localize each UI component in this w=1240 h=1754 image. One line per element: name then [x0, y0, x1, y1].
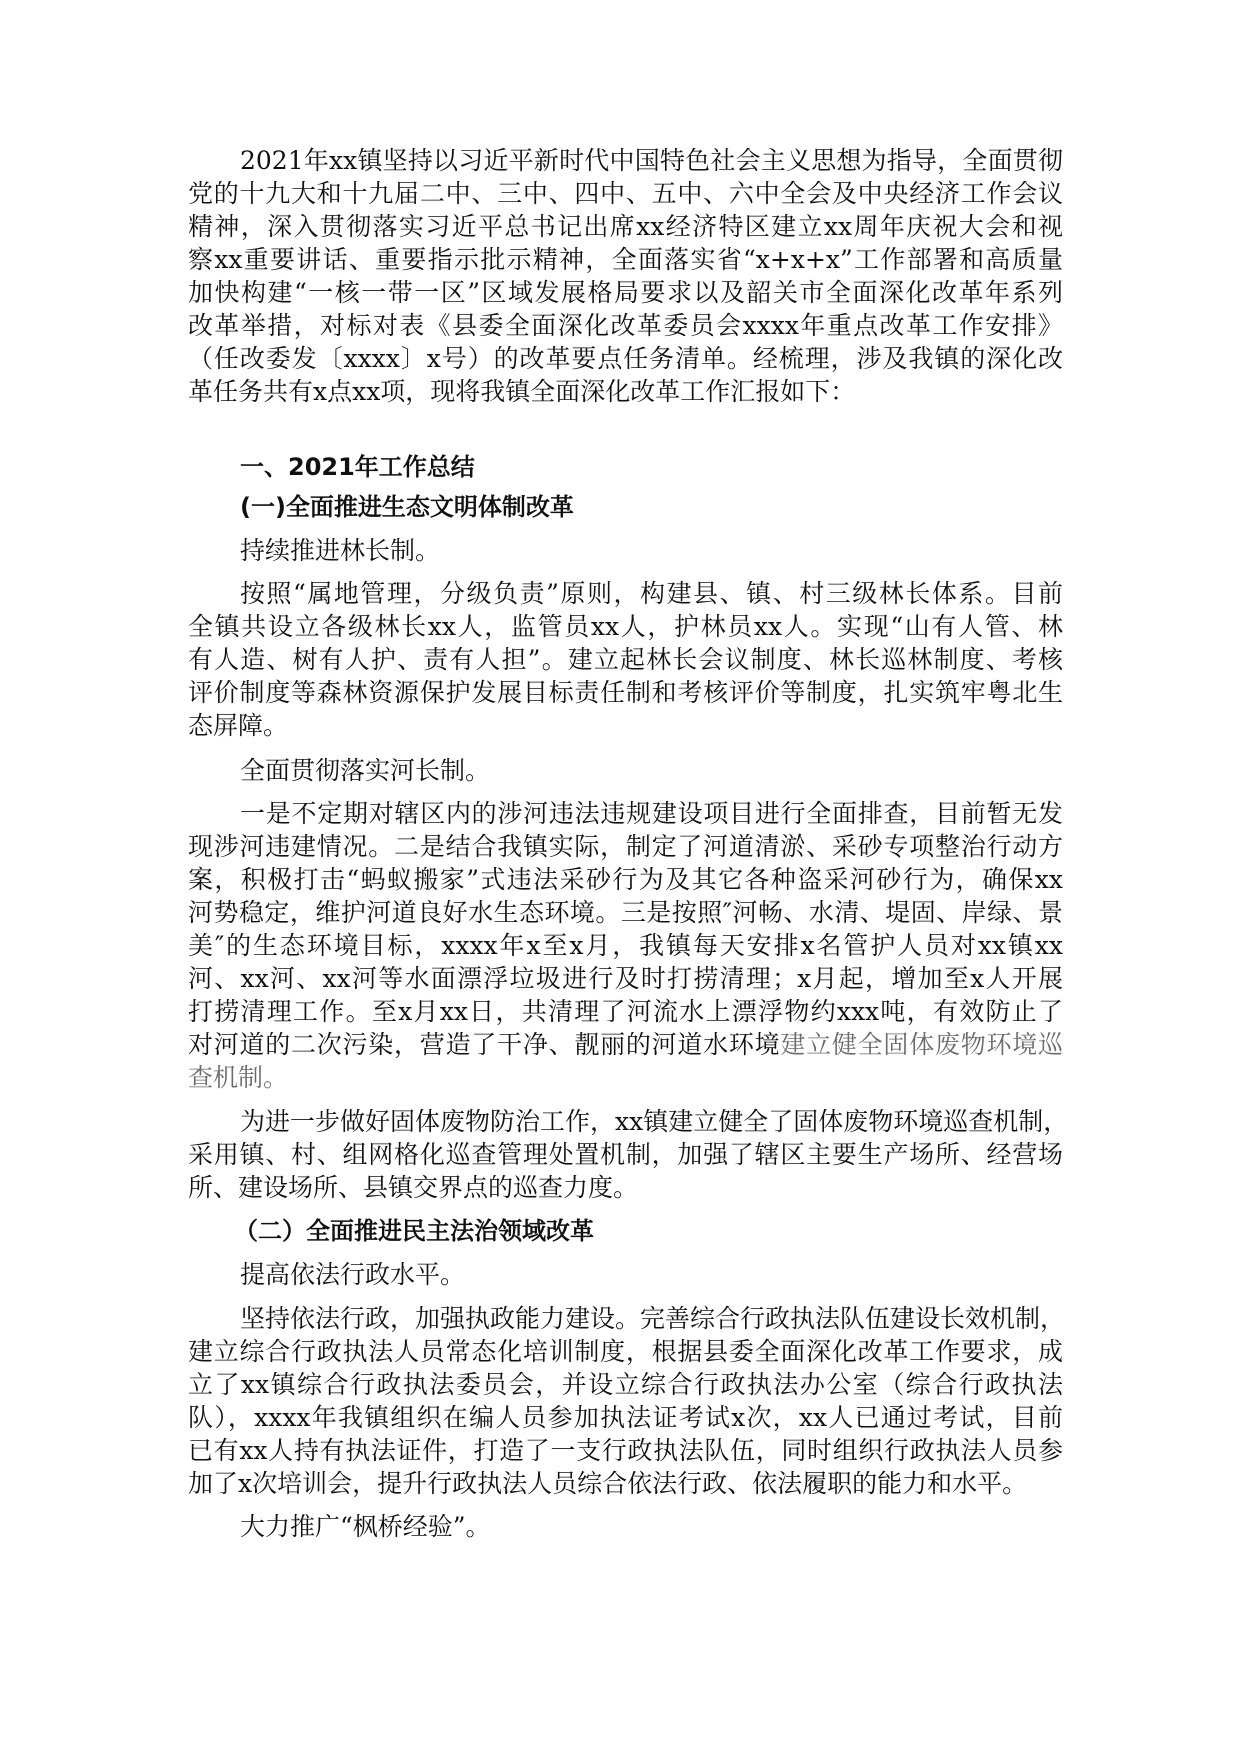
text-line: 改革举措，对标对表《县委全面深化改革委员会xxxx年重点改革工作安排》	[188, 311, 1063, 340]
text-line: 现涉河违建情况。二是结合我镇实际，制定了河道清淤、采砂专项整治行动方	[188, 832, 1063, 861]
section-1-paragraph-1	[188, 577, 1063, 742]
text-line: 全镇共设立各级林长xx人，监管员xx人，护林员xx人。实现“山有人管、林	[188, 612, 1063, 641]
text-line: （任改委发〔xxxx〕x号）的改革要点任务清单。经梳理，涉及我镇的深化改	[188, 344, 1063, 373]
gray-text-line: 查机制。	[188, 1063, 289, 1092]
section-1-sub-2: 全面贯彻落实河长制。	[240, 756, 491, 785]
section-1-title: (一)全面推进生态文明体制改革	[240, 493, 574, 521]
section-2-title: （二）全面推进民主法治领域改革	[234, 1217, 594, 1245]
text-line: 队），xxxx年我镇组织在编人员参加执法证考试x次，xx人已通过考试，目前	[188, 1403, 1063, 1432]
text-line: 为进一步做好固体废物防治工作，xx镇建立健全了固体废物环境巡查机制，	[240, 1107, 1069, 1136]
section-1-paragraph-3	[188, 1105, 1069, 1204]
gray-text-segment: 建立健全固体废物环境巡	[780, 1030, 1063, 1059]
section-2-paragraph-1	[188, 1302, 1066, 1500]
text-line: 党的十九大和十九届二中、三中、四中、五中、六中全会及中央经济工作会议	[188, 179, 1063, 208]
text-line: 河势稳定，维护河道良好水生态环境。三是按照″河畅、水清、堤固、岸绿、景	[188, 898, 1063, 927]
text-line: 已有xx人持有执法证件，打造了一支行政执法队伍，同时组织行政执法人员参	[188, 1436, 1063, 1465]
text-line: 革任务共有x点xx项，现将我镇全面深化改革工作汇报如下：	[188, 377, 856, 406]
section-1-paragraph-2	[188, 797, 1063, 1094]
text-line: 2021年xx镇坚持以习近平新时代中国特色社会主义思想为指导，全面贯彻	[240, 146, 1063, 175]
text-line	[188, 1028, 1063, 1061]
text-line: 河、xx河、xx河等水面漂浮垃圾进行及时打捞清理；x月起，增加至x人开展	[188, 964, 1063, 993]
text-line: 美″的生态环境目标，xxxx年x至x月，我镇每天安排x名管护人员对xx镇xx	[188, 931, 1063, 960]
text-line: 建立综合行政执法人员常态化培训制度，根据县委全面深化改革工作要求，成	[188, 1337, 1063, 1366]
heading-work-summary: 一、2021年工作总结	[240, 453, 475, 481]
text-line: 精神，深入贯彻落实习近平总书记出席xx经济特区建立xx周年庆祝大会和视	[188, 212, 1063, 241]
text-line: 态屏障。	[188, 711, 289, 740]
text-line: 打捞清理工作。至x月xx日，共清理了河流水上漂浮物约xxx吨，有效防止了	[188, 997, 1063, 1026]
text-line: 加快构建“一核一带一区”区域发展格局要求以及韶关市全面深化改革年系列	[188, 278, 1063, 307]
section-2-sub-1: 提高依法行政水平。	[240, 1260, 466, 1289]
text-line: 有人造、树有人护、责有人担”。建立起林长会议制度、林长巡林制度、考核	[188, 645, 1063, 674]
text-line: 评价制度等森林资源保护发展目标责任制和考核评价等制度，扎实筑牢粤北生	[188, 678, 1063, 707]
text-line: 案，积极打击“蚂蚁搬家”式违法采砂行为及其它各种盗采河砂行为，确保xx	[188, 865, 1063, 894]
intro-paragraph	[188, 144, 1063, 408]
text-line: 采用镇、村、组网格化巡查管理处置机制，加强了辖区主要生产场所、经营场	[188, 1140, 1063, 1169]
section-1-sub-1: 持续推进林长制。	[240, 536, 441, 565]
text-line: 坚持依法行政，加强执政能力建设。完善综合行政执法队伍建设长效机制，	[240, 1304, 1066, 1333]
text-line: 按照“属地管理，分级负责”原则，构建县、镇、村三级林长体系。目前	[240, 579, 1063, 608]
text-segment: 对河道的二次污染，营造了干净、靓丽的河道水环境	[188, 1030, 781, 1059]
text-line: 立了xx镇综合行政执法委员会，并设立综合行政执法办公室（综合行政执法	[188, 1370, 1063, 1399]
text-line: 加了x次培训会，提升行政执法人员综合依法行政、依法履职的能力和水平。	[188, 1469, 1028, 1498]
text-line: 察xx重要讲话、重要指示批示精神，全面落实省“x+x+x”工作部署和高质量	[188, 245, 1063, 274]
text-line: 一是不定期对辖区内的涉河违法违规建设项目进行全面排查，目前暂无发	[240, 799, 1063, 828]
section-2-sub-2: 大力推广“枫桥经验”。	[240, 1512, 491, 1541]
text-line: 所、建设场所、县镇交界点的巡查力度。	[188, 1173, 639, 1202]
